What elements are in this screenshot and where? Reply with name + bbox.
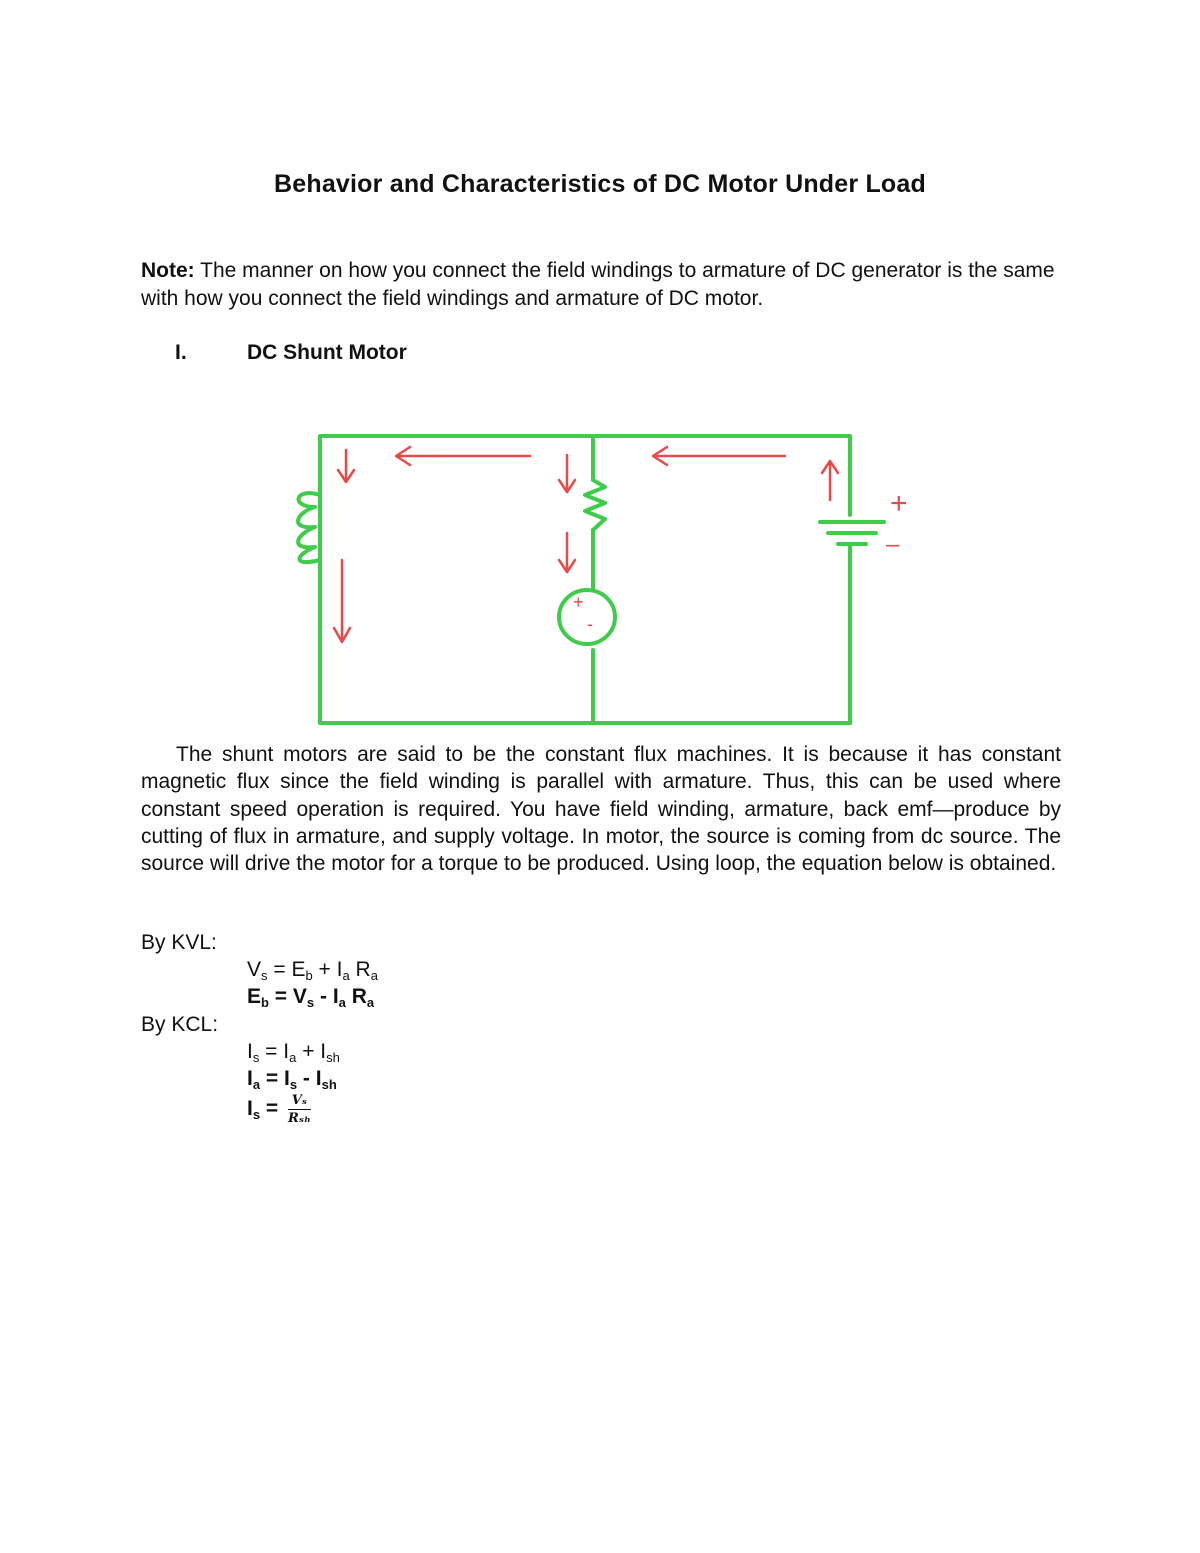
arrow-up-right: [822, 461, 838, 500]
kvl-equation-2: $E_b = V_s - I_a$ $R_a$: [247, 985, 375, 1010]
kcl-equation-1: $I_s = I_a + I_{sh}$: [247, 1040, 340, 1065]
battery-minus-sign: –: [886, 531, 900, 558]
kcl-equation-3: $I_s$ = $\frac{\text{Vₛ}}{\text{Rₛₕ}}$: [247, 1093, 311, 1126]
arrow-left-top-2: [653, 447, 785, 465]
arrow-down-middle-2: [559, 533, 575, 572]
kvl-label: By KVL:: [141, 931, 217, 954]
note-label: Note:: [141, 259, 195, 282]
shunt-motor-circuit-diagram: [280, 425, 920, 735]
arrow-down-left-bottom: [334, 560, 350, 642]
section-number: I.: [175, 341, 187, 364]
resistor-zigzag: [585, 480, 605, 530]
section-title: DC Shunt Motor: [247, 341, 407, 364]
battery-plus-sign: +: [890, 487, 908, 520]
note-text: The manner on how you connect the field windings to armature of DC generator is the same with how you connect the field windings and armature of DC motor.: [141, 259, 1055, 310]
kcl-label: By KCL:: [141, 1013, 219, 1036]
motor-minus-sign: -: [587, 614, 593, 634]
section-heading: [175, 341, 407, 365]
fraction-vs-over-rsh: $\frac{\text{Vₛ}}{\text{Rₛₕ}}$: [288, 1093, 311, 1126]
arrow-down-middle-1: [559, 455, 575, 492]
page-title: Behavior and Characteristics of DC Motor Under Load: [274, 170, 926, 198]
motor-plus-sign: +: [573, 592, 584, 612]
circuit-wire-top: [320, 436, 850, 723]
kvl-equation-1: $V_s = E_b + I_a$ $R_a$: [247, 958, 378, 983]
shunt-motor-description: The shunt motors are said to be the constant flux machines. It is because it has constant magnetic flux since the field winding is parallel with armature. Thus, this can be used where constant speed operation is required. You have field winding, armature, back emf—produce by cutting of flux in armature, and supply voltage. In motor, the source is coming from dc source. The source will drive the motor for a torque to be produced. Using loop, the equation below is obtained.: [141, 743, 1061, 876]
kcl-equation-2: $I_a = I_s - I_{sh}$: [247, 1067, 337, 1092]
arrow-left-top-1: [396, 447, 530, 465]
field-winding-coil: [298, 493, 320, 562]
arrow-down-left-top: [338, 450, 354, 482]
note-paragraph: [141, 257, 1063, 312]
